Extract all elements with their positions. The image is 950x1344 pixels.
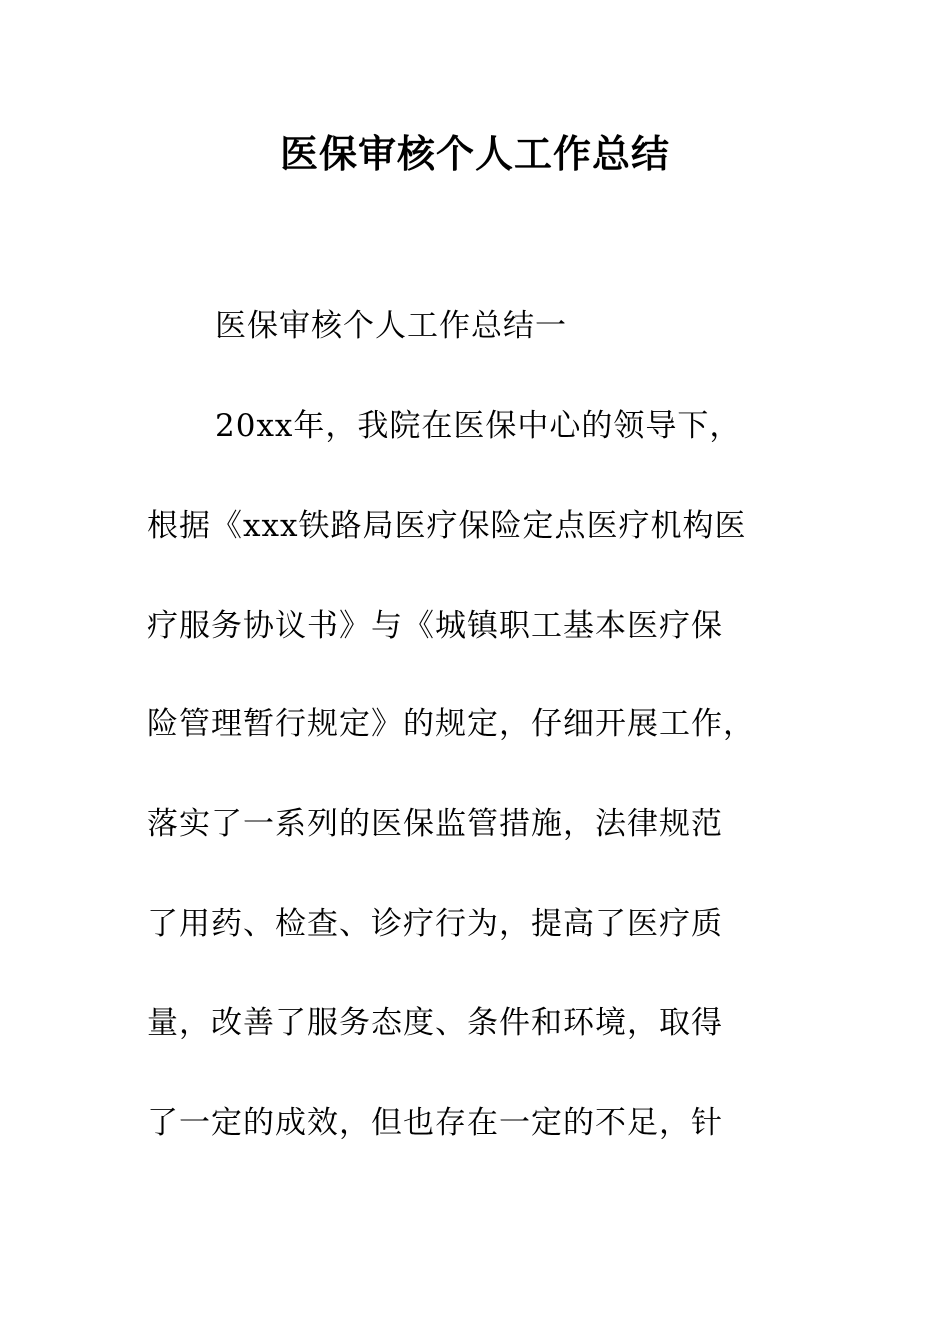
body-line: 根据《xxx铁路局医疗保险定点医疗机构医 (147, 508, 747, 544)
document-title: 医保审核个人工作总结 (279, 132, 670, 176)
body-line: 20xx年，我院在医保中心的领导下， (215, 408, 742, 444)
body-line: 了一定的成效，但也存在一定的不足，针 (147, 1105, 723, 1141)
body-line: 落实了一系列的医保监管措施，法律规范 (147, 806, 723, 842)
body-line: 险管理暂行规定》的规定，仔细开展工作， (147, 706, 755, 742)
section-heading: 医保审核个人工作总结一 (215, 308, 567, 344)
body-line: 了用药、检查、诊疗行为，提高了医疗质 (147, 906, 723, 942)
body-line: 疗服务协议书》与《城镇职工基本医疗保 (147, 608, 723, 644)
body-line: 量，改善了服务态度、条件和环境，取得 (147, 1005, 723, 1041)
